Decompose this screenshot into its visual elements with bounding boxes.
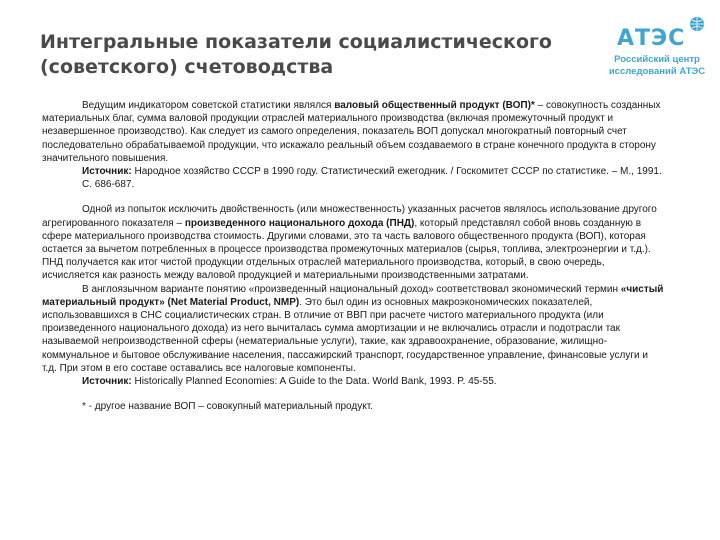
title-line-2: (советского) счетоводства	[40, 56, 334, 78]
logo-subtitle	[603, 54, 711, 78]
paragraph-nmp-text-c: . Это был один из основных макроэкономических показателей, использовавшихся в СНС социалистических стран. В отличие от ВВП при расчете чистого материального продукта (или произведенного национального дохода) из него вычиталась сумма амортизации и не включались отрасли и подотрасли так называемой непроизводственной сферы (нематериальные услуги), такие, как здравоохранение, образование, жилищно-коммунальное и бытовое обслуживание населения, пассажирский транспорт, государственное управление, финансовые услуги и т.д. При этом в его составе оставались все налоговые компоненты.	[42, 296, 648, 374]
logo-mark: АТЭС	[617, 26, 686, 51]
term-nmp: «чистый материальный продукт» (Net Material Product, NMP)	[42, 283, 664, 308]
paragraph-nmp	[42, 283, 664, 375]
logo-subtitle-line-1: Российский центр	[614, 54, 700, 65]
page-title	[40, 30, 560, 80]
spacer	[42, 388, 664, 400]
source-1-text: Народное хозяйство СССР в 1990 году. Статистический ежегодник. / Госкомитет СССР по статистике. – М., 1991. С. 686-687.	[82, 166, 662, 191]
paragraph-vop-text-a: Ведущим индикатором советской статистики являлся	[82, 100, 335, 111]
paragraph-vop-text-c: – совокупность созданных материальных благ, сумма валовой продукции отраслей материального производства (включая промежуточный продукт и незавершенное производство). Как следует из самого определения, показатель ВОП допускал многократный повторный счет последовательно обрабатываемой продукции, что искажало реальный объем создаваемого в стране конечного продукта в сторону значительного повышения.	[42, 100, 661, 164]
term-pnd: произведенного национального дохода (ПНД)	[184, 217, 415, 229]
paragraph-vop	[42, 99, 664, 165]
logo-subtitle-line-2: исследований АТЭС	[608, 66, 706, 77]
source-2-label: Источник:	[82, 376, 132, 388]
paragraph-nmp-text-a: В англоязычном варианте понятию «произведенный национальный доход» соответствовал экономический термин	[82, 283, 621, 295]
apec-logo	[603, 14, 711, 80]
source-2-text: Historically Planned Economies: A Guide to the Data. World Bank, 1993. P. 45-55.	[131, 376, 497, 388]
paragraph-pnd-text-c: , который представлял собой вновь созданную в сфере материального производства стоимость. Другими словами, это та часть валового общественного продукта (ВОП), которая остается за вычетом потребленных в процессе производства промежуточных материалов (сырья, топлива, электроэнергии и т.д.). ПНД получается как итог чистой продукции отдельных отраслей материального производства, который, в свою очередь, исчисляется как разность между валовой продукцией и материальными производственными затратами.	[42, 217, 651, 282]
body-text	[42, 99, 664, 413]
paragraph-pnd	[42, 203, 664, 282]
source-1	[42, 165, 664, 191]
term-vop: валовый общественный продукт (ВОП)*	[334, 100, 535, 111]
title-line-1: Интегральные показатели социалистического	[40, 31, 552, 53]
paragraph-pnd-text-a: Одной из попыток исключить двойственность (или множественность) указанных расчетов являлось использование другого агрегированного показателя –	[42, 204, 657, 229]
footnote: * - другое название ВОП – совокупный материальный продукт.	[82, 401, 373, 413]
source-2	[42, 375, 664, 388]
source-1-label: Источник:	[82, 166, 132, 178]
spacer	[42, 191, 664, 203]
globe-icon	[689, 16, 705, 32]
